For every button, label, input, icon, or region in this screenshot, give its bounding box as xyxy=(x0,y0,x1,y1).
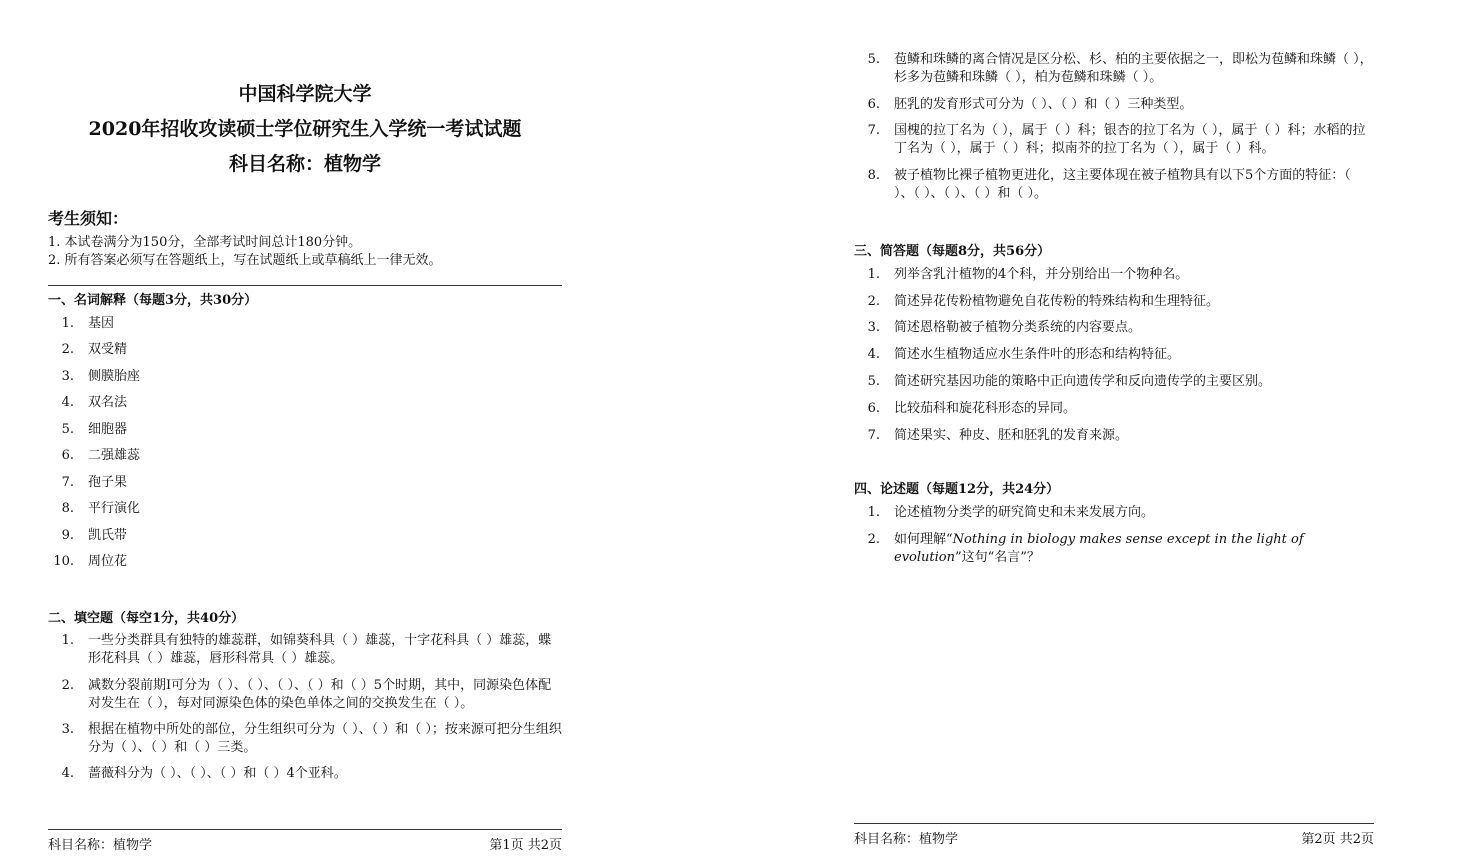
question-text: 论述植物分类学的研究简史和未来发展方向。 xyxy=(894,505,1155,520)
question-number: 5. xyxy=(867,374,880,389)
university-title: 中国科学院大学 xyxy=(238,83,372,105)
question-number: 6. xyxy=(61,448,74,463)
footer-subject: 科目名称：植物学 xyxy=(48,838,153,853)
question-text: 凯氏带 xyxy=(88,528,128,543)
notice-item: 2. 所有答案必须写在答题纸上，写在试题纸上或草稿纸上一律无效。 xyxy=(48,253,442,268)
question-number: 1. xyxy=(867,267,880,282)
question-text: 侧膜胎座 xyxy=(88,369,141,384)
footer-subject: 科目名称：植物学 xyxy=(854,832,959,847)
question-text: 双受精 xyxy=(88,342,128,357)
question-text: 简述水生植物适应水生条件叶的形态和结构特征。 xyxy=(894,347,1181,362)
question-number: 8. xyxy=(61,501,74,516)
question-text: 胚乳的发育形式可分为（ ）、（ ）和（ ）三种类型。 xyxy=(894,97,1193,112)
question-number: 5. xyxy=(867,52,880,67)
exam-page-2 xyxy=(800,0,1468,862)
question-text: 比较茄科和旋花科形态的异同。 xyxy=(894,401,1077,416)
section-4-heading: 四、论述题（每题12分，共24分） xyxy=(854,482,1060,497)
question-text: 蔷薇科分为（ ）、（ ）、（ ）和（ ）4个亚科。 xyxy=(88,766,347,781)
question-text: 孢子果 xyxy=(88,475,128,490)
question-number: 1. xyxy=(867,505,880,520)
question-text: 列举含乳汁植物的4个科，并分别给出一个物种名。 xyxy=(894,267,1189,282)
question-number: 2. xyxy=(61,342,74,357)
question-number: 7. xyxy=(867,123,880,138)
question-number: 2. xyxy=(61,678,74,693)
question-text: 简述恩格勒被子植物分类系统的内容要点。 xyxy=(894,320,1142,335)
english-quote: Nothing in biology makes sense except in the light of evolution xyxy=(894,532,1304,565)
question-text: 苞鳞和珠鳞的离合情况是区分松、杉、柏的主要依据之一，即松为苞鳞和珠鳞（ ），杉多为苞鳞和珠鳞（ ），柏为苞鳞和珠鳞（ ）。 xyxy=(894,52,1373,85)
footer-page-number: 第1页 共2页 xyxy=(489,838,562,853)
question-text: 平行演化 xyxy=(88,501,141,516)
footer-divider xyxy=(48,829,562,830)
question-number: 6. xyxy=(867,401,880,416)
question-number: 1. xyxy=(61,633,74,648)
section-1-heading: 一、名词解释（每题3分，共30分） xyxy=(48,293,258,308)
divider xyxy=(48,285,562,286)
question-text: 简述异花传粉植物避免自花传粉的特殊结构和生理特征。 xyxy=(894,294,1220,309)
quote-suffix: ”这句“名言”？ xyxy=(954,550,1040,565)
section-3-heading: 三、简答题（每题8分，共56分） xyxy=(854,244,1051,259)
question-number: 2. xyxy=(867,294,880,309)
question-number: 1. xyxy=(61,316,74,331)
subject-title: 科目名称：植物学 xyxy=(228,153,381,175)
question-number: 2. xyxy=(867,532,880,547)
question-number: 8. xyxy=(867,168,880,183)
exam-page-1 xyxy=(0,0,620,862)
question-text: 减数分裂前期I可分为（ ）、（ ）、（ ）、（ ）和（ ）5个时期，其中，同源染色体配对发生在（ ），每对同源染色体的染色单体之间的交换发生在（ ）。 xyxy=(88,678,552,711)
quote-prefix: 如何理解“ xyxy=(894,532,953,547)
question-text: 被子植物比裸子植物更进化，这主要体现在被子植物具有以下5个方面的特征：（ ）、（ ）、（ ）、（ ）和（ ）。 xyxy=(894,168,1351,201)
footer-page-number: 第2页 共2页 xyxy=(1301,832,1374,847)
question-text: 一些分类群具有独特的雄蕊群，如锦葵科具（ ）雄蕊，十字花科具（ ）雄蕊，蝶形花科具（ ）雄蕊，唇形科常具（ ）雄蕊。 xyxy=(88,633,552,666)
question-text: 二强雄蕊 xyxy=(88,448,141,463)
question-number: 10. xyxy=(53,554,74,569)
footer-divider xyxy=(854,823,1374,824)
question-number: 5. xyxy=(61,422,74,437)
notice-item: 1. 本试卷满分为150分，全部考试时间总计180分钟。 xyxy=(48,235,362,250)
question-text: 基因 xyxy=(88,316,115,331)
question-number: 6. xyxy=(867,97,880,112)
question-text xyxy=(894,531,1374,567)
question-text: 简述果实、种皮、胚和胚乳的发育来源。 xyxy=(894,428,1129,443)
question-number: 3. xyxy=(867,320,880,335)
question-number: 4. xyxy=(867,347,880,362)
question-number: 3. xyxy=(61,722,74,737)
question-text: 周位花 xyxy=(88,554,128,569)
exam-title: 2020年招收攻读硕士学位研究生入学统一考试试题 xyxy=(88,118,522,140)
question-text: 国槐的拉丁名为（ ），属于（ ）科；银杏的拉丁名为（ ），属于（ ）科；水稻的拉丁名为（ ），属于（ ）科；拟南芥的拉丁名为（ ），属于（ ）科。 xyxy=(894,123,1366,156)
question-number: 7. xyxy=(867,428,880,443)
question-number: 7. xyxy=(61,475,74,490)
notice-heading: 考生须知： xyxy=(48,209,129,228)
question-number: 3. xyxy=(61,369,74,384)
section-2-heading: 二、填空题（每空1分，共40分） xyxy=(48,611,245,626)
question-number: 9. xyxy=(61,528,74,543)
question-text: 根据在植物中所处的部位，分生组织可分为（ ）、（ ）和（ ）；按来源可把分生组织分为（ ）、（ ）和（ ）三类。 xyxy=(88,722,562,755)
question-text: 细胞器 xyxy=(88,422,128,437)
question-number: 4. xyxy=(61,395,74,410)
question-text: 简述研究基因功能的策略中正向遗传学和反向遗传学的主要区别。 xyxy=(894,374,1272,389)
question-text: 双名法 xyxy=(88,395,128,410)
question-number: 4. xyxy=(61,766,74,781)
